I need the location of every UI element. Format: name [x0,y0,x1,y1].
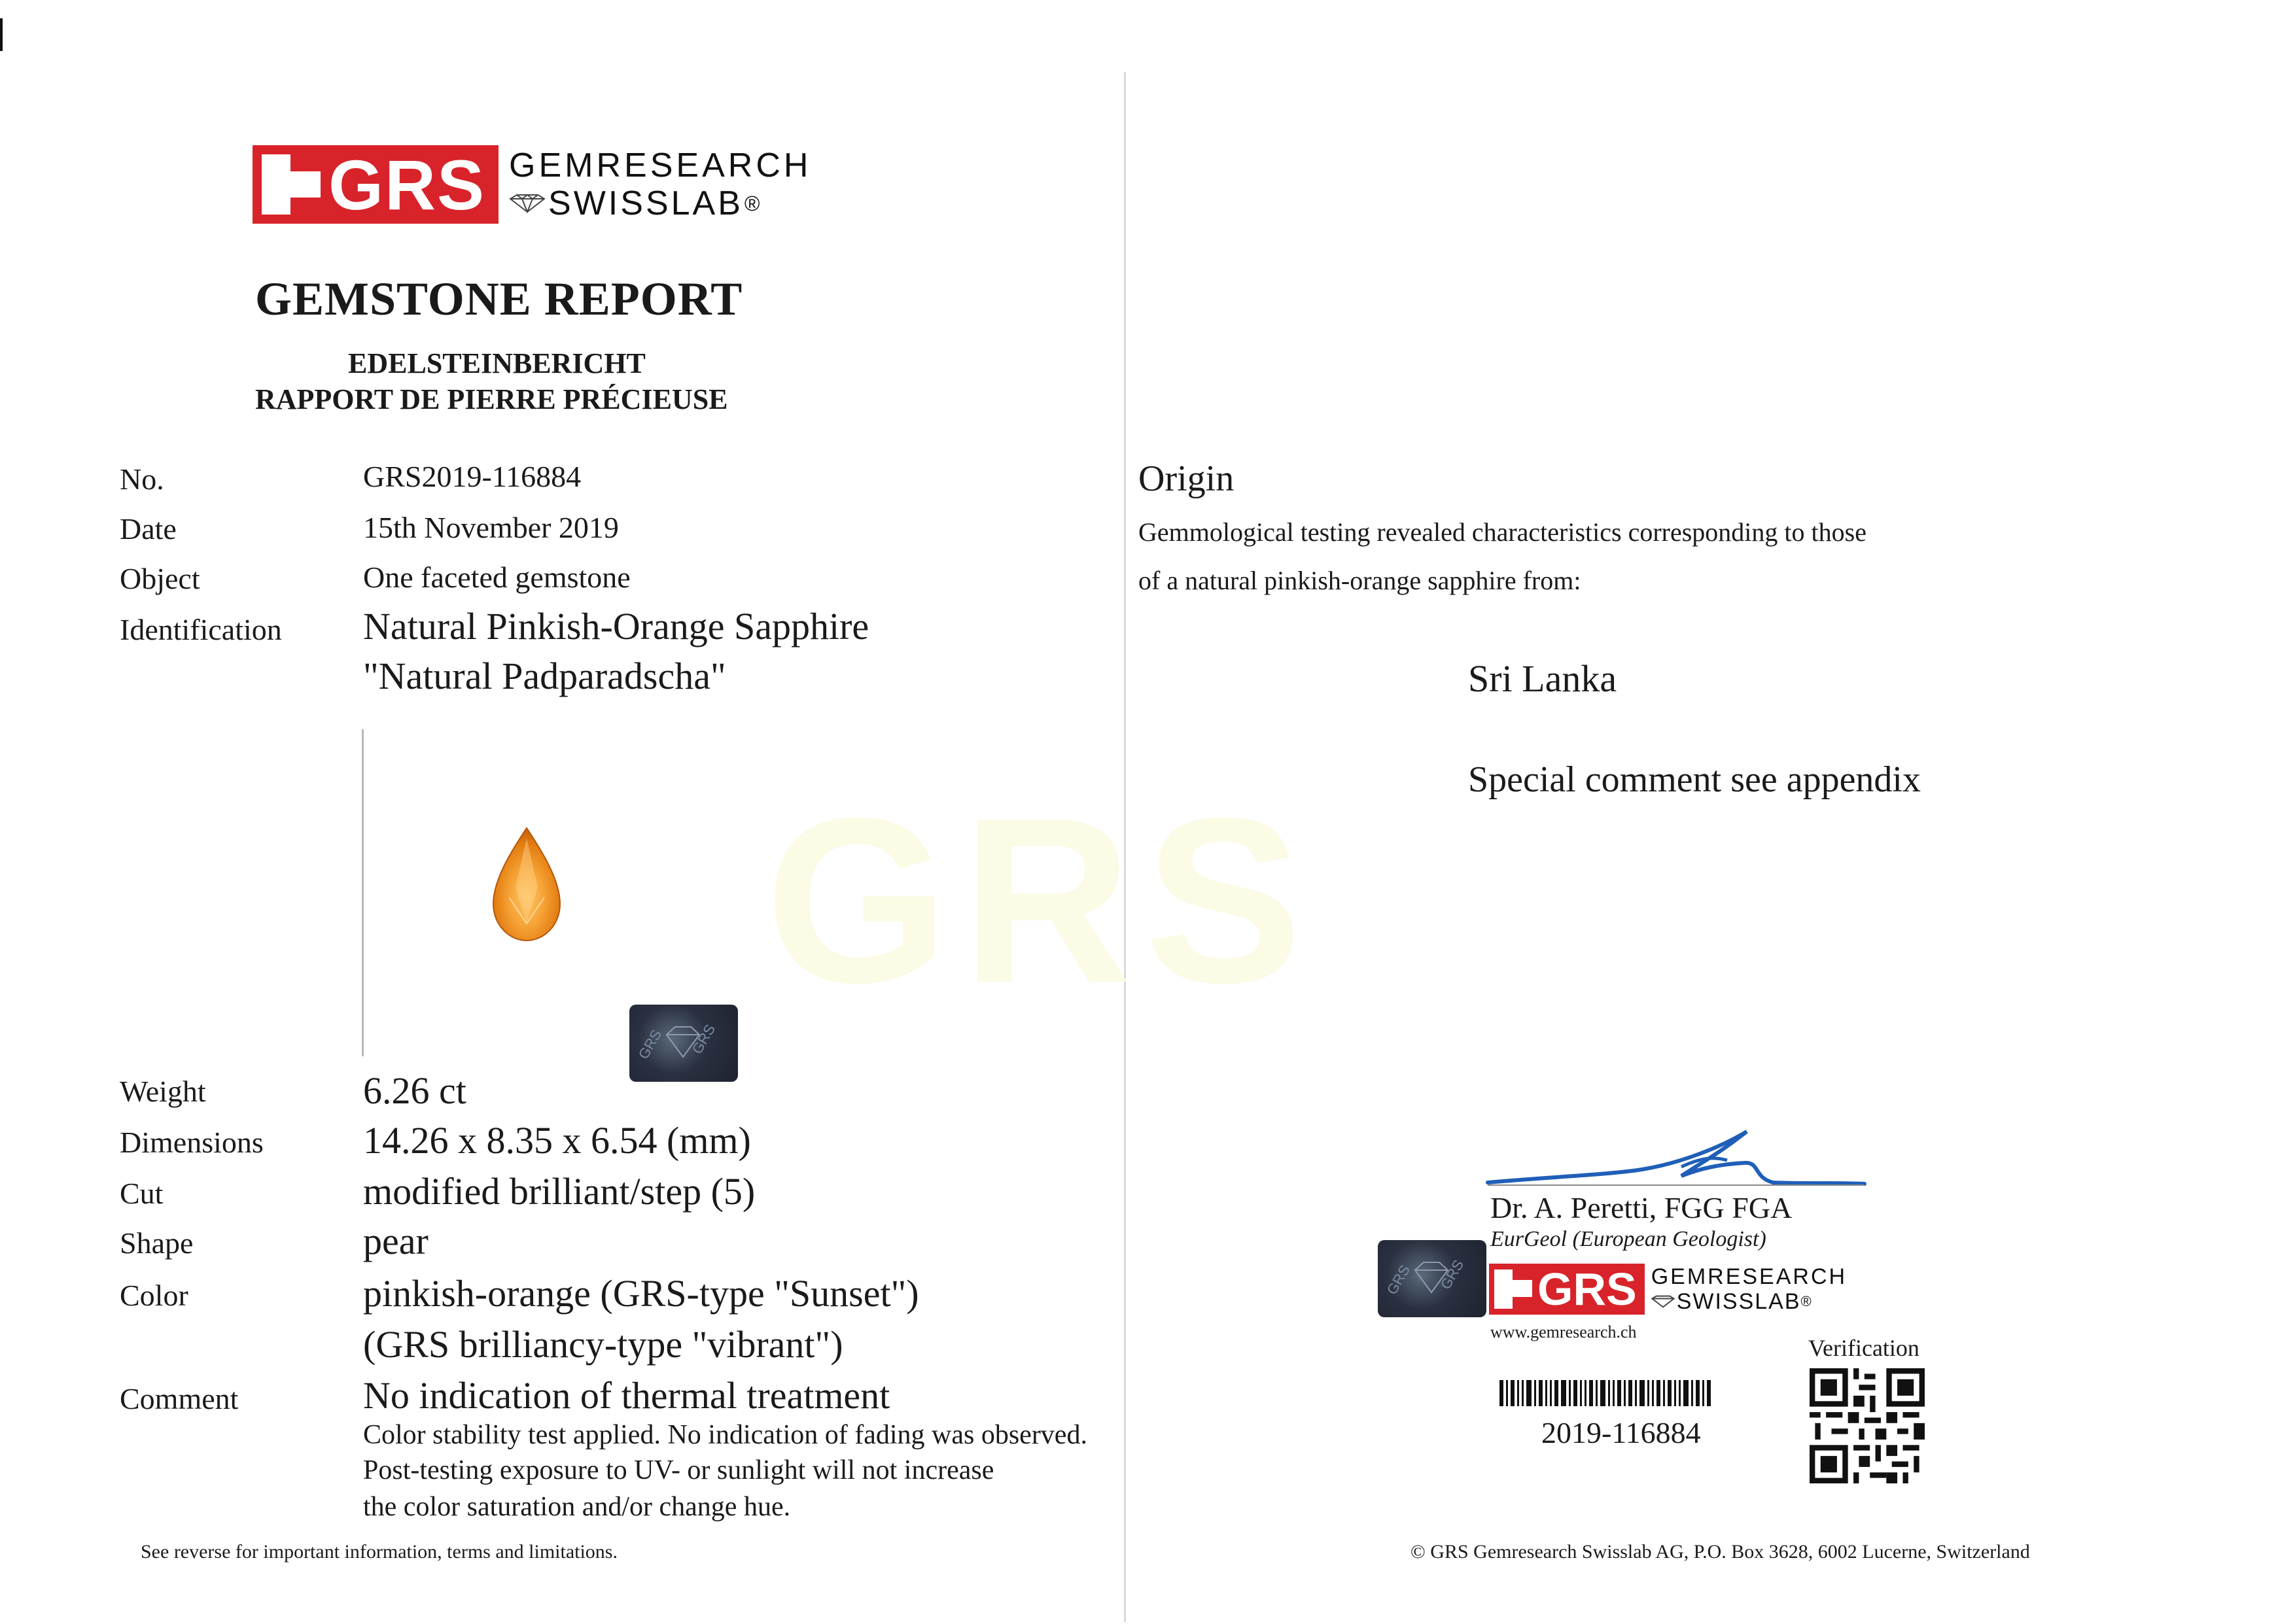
logo-line2: SWISSLAB [548,184,743,222]
footer-copyright: © GRS Gemresearch Swisslab AG, P.O. Box 3628, 6002 Lucerne, Switzerland [1410,1541,2030,1563]
weight-label: Weight [120,1075,206,1108]
swiss-cross-icon-small [1494,1270,1513,1309]
logo-line2-small: SWISSLAB [1676,1289,1801,1314]
scan-edge-mark [0,18,3,51]
registered-mark: ® [744,192,760,215]
registered-mark-small: ® [1800,1293,1812,1309]
swiss-cross-icon [262,154,290,215]
no-label: No. [120,462,164,496]
gemstone-photo [489,825,564,943]
signatory-title: EurGeol (European Geologist) [1490,1227,1766,1251]
comment-note-3: the color saturation and/or change hue. [363,1492,791,1522]
comment-note-1: Color stability test applied. No indication of fading was observed. [363,1420,1087,1450]
origin-text-1: Gemmological testing revealed characteristics corresponding to those [1138,517,1866,547]
logo-mark-small: GRS [1537,1264,1637,1315]
color-value: pinkish-orange (GRS-type "Sunset") [363,1272,919,1315]
weight-value: 6.26 ct [363,1069,466,1112]
report-title: GEMSTONE REPORT [255,273,743,325]
identification-label: Identification [120,613,282,646]
footer-left-note: See reverse for important information, terms and limitations. [141,1541,618,1563]
no-value: GRS2019-116884 [363,460,582,493]
color-label: Color [120,1279,188,1312]
website-url: www.gemresearch.ch [1490,1322,1637,1341]
comment-label: Comment [120,1382,239,1415]
special-comment: Special comment see appendix [1468,759,1921,800]
shape-label: Shape [120,1226,194,1260]
cut-value: modified brilliant/step (5) [363,1170,756,1213]
signature-graphic [1485,1112,1878,1190]
shape-value: pear [363,1220,429,1262]
dimensions-label: Dimensions [120,1126,264,1159]
origin-heading: Origin [1138,458,1235,499]
report-subtitle-fr: RAPPORT DE PIERRE PRÉCIEUSE [255,383,728,415]
report-subtitle-de: EDELSTEINBERICHT [348,347,646,379]
date-label: Date [120,512,177,545]
date-value: 15th November 2019 [363,511,619,544]
brilliancy-value: (GRS brilliancy-type "vibrant") [363,1323,843,1366]
comment-value: No indication of thermal treatment [363,1374,890,1417]
logo-mark: GRS [328,145,486,224]
barcode [1499,1380,1713,1406]
photo-frame-line [362,729,364,1056]
logo-line1-small: GEMRESEARCH [1651,1264,1848,1289]
identification-trade-name: "Natural Padparadscha" [363,655,726,697]
grs-logo-small [1489,1264,1847,1315]
origin-country: Sri Lanka [1468,657,1617,700]
logo-line1: GEMRESEARCH [509,147,812,184]
verification-label: Verification [1808,1335,1919,1361]
signatory-name: Dr. A. Peretti, FGG FGA [1490,1191,1793,1224]
barcode-number: 2019-116884 [1541,1416,1701,1449]
grs-logo [253,145,811,224]
hologram-diamond-icon [663,1022,703,1061]
diamond-icon-small [1651,1295,1675,1308]
object-label: Object [120,562,200,595]
security-hologram: GRS GRS [629,1005,738,1082]
origin-text-2: of a natural pinkish-orange sapphire from: [1138,566,1581,595]
comment-note-2: Post-testing exposure to UV- or sunlight will not increase [363,1455,994,1485]
object-value: One faceted gemstone [363,561,631,594]
hologram-diamond-icon-2 [1412,1257,1451,1296]
security-hologram-2: GRS GRS [1378,1240,1486,1317]
qr-code-icon[interactable] [1806,1368,1929,1483]
watermark-logo: GRS [765,769,1316,1032]
cut-label: Cut [120,1177,164,1210]
identification-value: Natural Pinkish-Orange Sapphire [363,605,869,648]
dimensions-value: 14.26 x 8.35 x 6.54 (mm) [363,1119,751,1162]
diamond-icon [509,194,546,213]
